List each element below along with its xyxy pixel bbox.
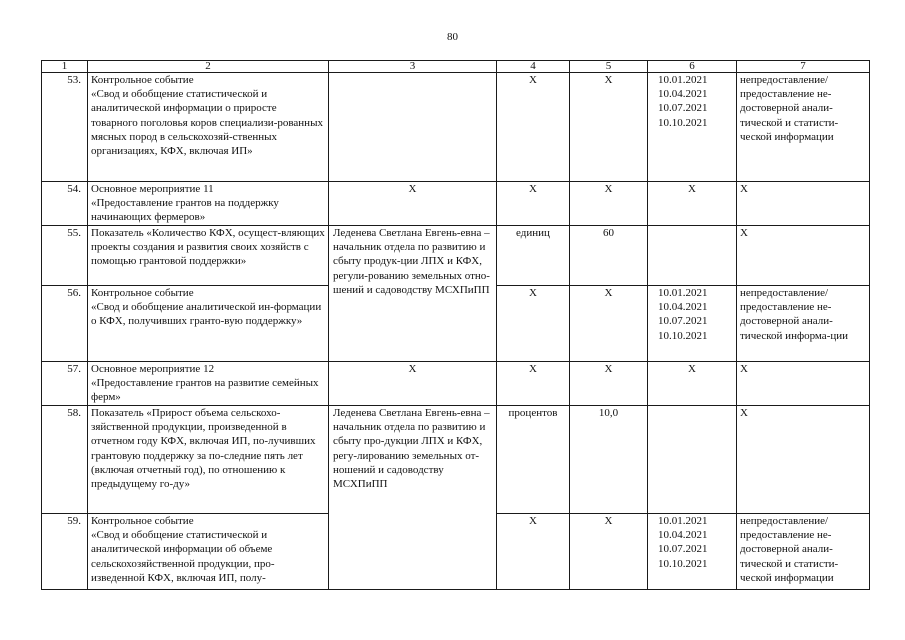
table-row xyxy=(42,73,870,182)
target-value: 60 xyxy=(570,226,648,286)
risk-description: X xyxy=(737,362,870,406)
event-description: Контрольное событие «Свод и обобщение статистической и аналитической информации об объеме сельскохозяйственной продукции, про-изведенной КФХ, включая ИП, полу- xyxy=(88,514,329,590)
deadline-dates: X xyxy=(648,182,737,226)
unit-of-measure: X xyxy=(497,182,570,226)
column-number: 2 xyxy=(88,61,329,73)
table-row xyxy=(42,182,870,226)
unit-of-measure: X xyxy=(497,514,570,590)
row-number: 53. xyxy=(42,73,88,182)
target-value: X xyxy=(570,362,648,406)
target-value: X xyxy=(570,514,648,590)
target-value: X xyxy=(570,73,648,182)
unit-of-measure: X xyxy=(497,286,570,362)
responsible-person: X xyxy=(329,182,497,226)
unit-of-measure: X xyxy=(497,73,570,182)
event-description: Основное мероприятие 12 «Предоставление грантов на развитие семейных ферм» xyxy=(88,362,329,406)
risk-description: X xyxy=(737,406,870,514)
responsible-person: X xyxy=(329,362,497,406)
row-number: 55. xyxy=(42,226,88,286)
table-row xyxy=(42,226,870,286)
table-row xyxy=(42,406,870,514)
plan-table xyxy=(41,60,870,590)
unit-of-measure: X xyxy=(497,362,570,406)
column-number: 5 xyxy=(570,61,648,73)
risk-description: X xyxy=(737,182,870,226)
target-value: X xyxy=(570,286,648,362)
event-description: Контрольное событие «Свод и обобщение аналитической ин-формации о КФХ, получивших гранто-вую поддержку» xyxy=(88,286,329,362)
deadline-dates: 10.01.2021 10.04.2021 10.07.2021 10.10.2021 xyxy=(648,514,737,590)
target-value: X xyxy=(570,182,648,226)
column-number: 3 xyxy=(329,61,497,73)
column-number: 1 xyxy=(42,61,88,73)
column-number: 6 xyxy=(648,61,737,73)
risk-description: непредоставление/ предоставление не-достоверной анали-тической и статисти-ческой информации xyxy=(737,514,870,590)
risk-description: непредоставление/ предоставление не-достоверной анали-тической и статисти-ческой информации xyxy=(737,73,870,182)
event-description: Показатель «Прирост объема сельскохо-зяйственной продукции, произведенной в отчетном году КФХ, включая ИП, по-лучивших грантовую поддержку за по-следние пять лет (включая отчетный год), по отношению к предыдущему го-ду» xyxy=(88,406,329,514)
deadline-dates: 10.01.2021 10.04.2021 10.07.2021 10.10.2021 xyxy=(648,73,737,182)
risk-description: X xyxy=(737,226,870,286)
event-description: Показатель «Количество КФХ, осущест-вляющих проекты создания и развития своих хозяйств с помощью грантовой поддержки» xyxy=(88,226,329,286)
target-value: 10,0 xyxy=(570,406,648,514)
event-description: Основное мероприятие 11 «Предоставление грантов на поддержку начинающих фермеров» xyxy=(88,182,329,226)
responsible-person xyxy=(329,73,497,182)
deadline-dates: 10.01.2021 10.04.2021 10.07.2021 10.10.2021 xyxy=(648,286,737,362)
deadline-dates xyxy=(648,406,737,514)
column-number: 4 xyxy=(497,61,570,73)
page-number: 80 xyxy=(447,31,458,43)
table-row xyxy=(42,362,870,406)
row-number: 54. xyxy=(42,182,88,226)
deadline-dates: X xyxy=(648,362,737,406)
column-number: 7 xyxy=(737,61,870,73)
responsible-person: Леденева Светлана Евгень-евна – начальник отдела по развитию и сбыту продук-ции ЛПХ и КФХ, регули-рованию земельных отно-шений и садоводству МСХПиПП xyxy=(329,226,497,362)
deadline-dates xyxy=(648,226,737,286)
row-number: 57. xyxy=(42,362,88,406)
column-number-row xyxy=(42,61,870,73)
row-number: 56. xyxy=(42,286,88,362)
row-number: 58. xyxy=(42,406,88,514)
event-description: Контрольное событие «Свод и обобщение статистической и аналитической информации о приросте товарного поголовья коров специализи-рованных мясных пород в сельскохозяй-ственных организациях, КФХ, включая ИП» xyxy=(88,73,329,182)
row-number: 59. xyxy=(42,514,88,590)
risk-description: непредоставление/ предоставление не-достоверной анали-тической информа-ции xyxy=(737,286,870,362)
unit-of-measure: единиц xyxy=(497,226,570,286)
unit-of-measure: процентов xyxy=(497,406,570,514)
responsible-person: Леденева Светлана Евгень-евна – начальник отдела по развитию и сбыту про-дукции ЛПХ и КФХ, регу-лированию земельных от-ношений и садоводству МСХПиПП xyxy=(329,406,497,590)
